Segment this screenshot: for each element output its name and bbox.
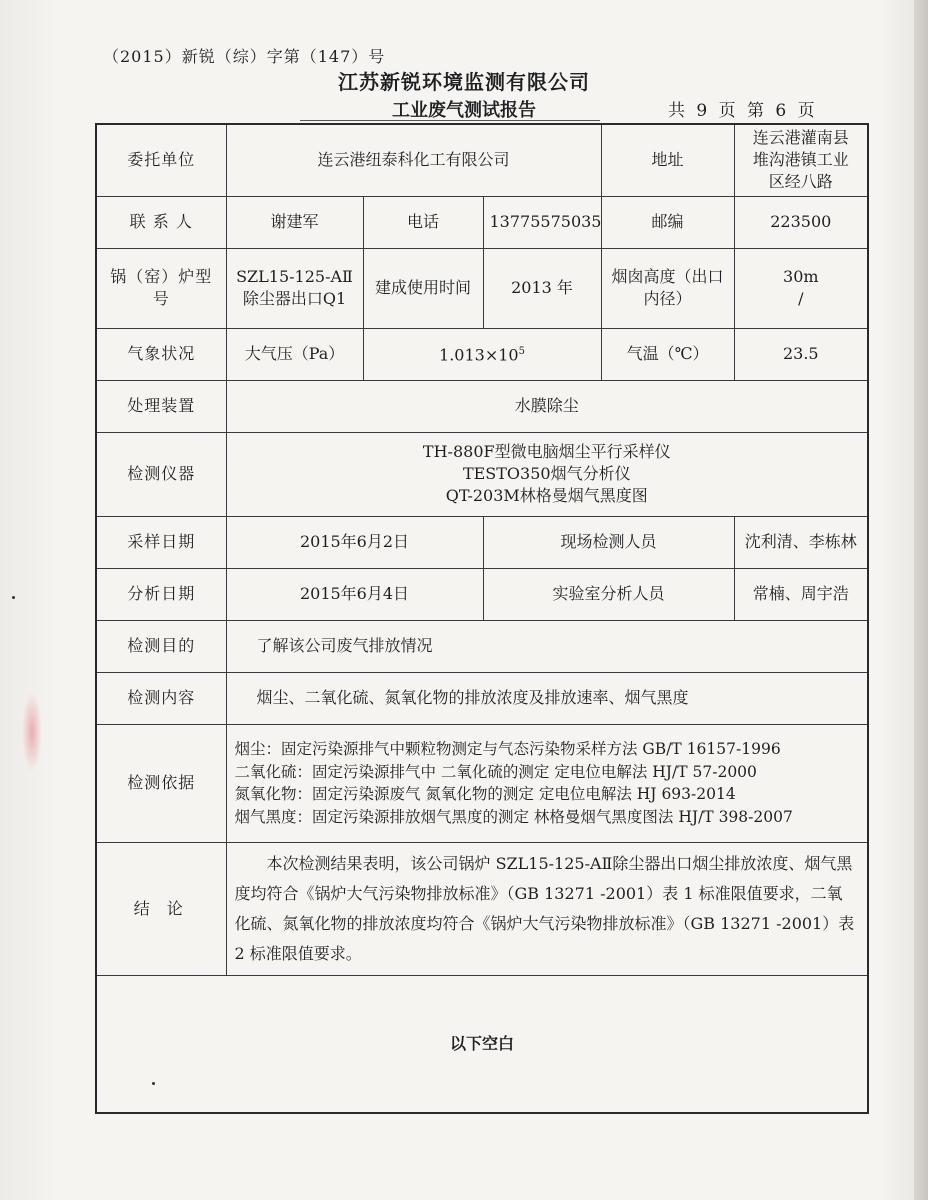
row-content (96, 672, 868, 724)
treatment-label: 处理装置 (96, 380, 226, 432)
lab-staff-value: 常楠、周宇浩 (734, 568, 868, 620)
basis-item: 二氧化硫：固定污染源排气中 二氧化硫的测定 定电位电解法 HJ/T 57-2000 (234, 762, 757, 781)
boiler-model-label: 锅（窑）炉型号 (96, 248, 226, 328)
postcode-label: 邮编 (601, 196, 734, 248)
row-conclusion (96, 842, 868, 975)
treatment-value: 水膜除尘 (226, 380, 868, 432)
chimney-height-label: 烟囱高度（出口内径） (601, 248, 734, 328)
content-label: 检测内容 (96, 672, 226, 724)
row-client (96, 124, 868, 196)
phone-value: 13775575035 (483, 196, 601, 248)
chimney-height-cell (734, 248, 868, 328)
chimney-diameter-value: / (798, 289, 804, 308)
company-name: 江苏新锐环境监测有限公司 (338, 70, 590, 94)
binding-edge (914, 0, 928, 1200)
weather-label: 气象状况 (96, 328, 226, 380)
client-value: 连云港纽泰科化工有限公司 (226, 124, 601, 196)
row-analysis (96, 568, 868, 620)
conclusion-label: 结 论 (96, 842, 226, 975)
temperature-value: 23.5 (734, 328, 868, 380)
basis-item: 氮氧化物：固定污染源废气 氮氧化物的测定 定电位电解法 HJ 693-2014 (234, 785, 736, 803)
temperature-label: 气温（℃） (601, 328, 734, 380)
row-instruments (96, 432, 868, 516)
row-boiler (96, 248, 868, 328)
contact-value: 谢建军 (226, 196, 363, 248)
instrument-item: TH-880F型微电脑烟尘平行采样仪 (422, 442, 671, 461)
basis-label: 检测依据 (96, 724, 226, 842)
built-time-value: 2013 年 (483, 248, 601, 328)
client-label: 委托单位 (96, 124, 226, 196)
content-value: 烟尘、二氧化硫、氮氧化物的排放浓度及排放速率、烟气黑度 (226, 672, 868, 724)
pressure-label: 大气压（Pa） (226, 328, 363, 380)
page-count: 共 9 页 第 6 页 (668, 101, 818, 121)
seal-stamp-edge (22, 692, 42, 772)
boiler-model-value: SZL15-125-AⅡ除尘器出口Q1 (226, 248, 363, 328)
row-contact (96, 196, 868, 248)
phone-label: 电话 (363, 196, 483, 248)
blank-note: 以下空白 (96, 975, 868, 1113)
sampling-date-label: 采样日期 (96, 516, 226, 568)
basis-item: 烟气黑度：固定污染源排放烟气黑度的测定 林格曼烟气黑度图法 HJ/T 398-2007 (234, 807, 793, 826)
chimney-height-value: 30m (783, 267, 819, 286)
instruments-label: 检测仪器 (96, 432, 226, 516)
contact-label: 联 系 人 (96, 196, 226, 248)
conclusion-text (226, 842, 868, 975)
address-value: 连云港灌南县堆沟港镇工业区经八路 (734, 124, 868, 196)
field-staff-value: 沈利清、李栋林 (734, 516, 868, 568)
pressure-exponent: 5 (518, 346, 525, 358)
sampling-date-value: 2015年6月2日 (226, 516, 483, 568)
pressure-value: 1.013×10 (439, 345, 519, 365)
instrument-item: QT-203M林格曼烟气黑度图 (445, 486, 648, 505)
row-treatment (96, 380, 868, 432)
row-purpose (96, 620, 868, 672)
purpose-value: 了解该公司废气排放情况 (226, 620, 868, 672)
address-label: 地址 (601, 124, 734, 196)
basis-item: 烟尘：固定污染源排气中颗粒物测定与气态污染物采样方法 GB/T 16157-1996 (234, 740, 781, 758)
field-staff-label: 现场检测人员 (483, 516, 734, 568)
report-reference-number: （2015）新锐（综）字第（147）号 (103, 47, 386, 66)
report-title: 工业废气测试报告 (392, 100, 536, 121)
basis-list (226, 724, 868, 842)
analysis-date-label: 分析日期 (96, 568, 226, 620)
report-table (95, 123, 869, 1114)
row-blank (96, 975, 868, 1113)
postcode-value: 223500 (734, 196, 868, 248)
row-weather (96, 328, 868, 380)
lab-staff-label: 实验室分析人员 (483, 568, 734, 620)
instrument-item: TESTO350烟气分析仪 (462, 464, 631, 483)
purpose-label: 检测目的 (96, 620, 226, 672)
row-basis (96, 724, 868, 842)
analysis-date-value: 2015年6月4日 (226, 568, 483, 620)
built-time-label: 建成使用时间 (363, 248, 483, 328)
conclusion-body: 本次检测结果表明，该公司锅炉 SZL15-125-AⅡ除尘器出口烟尘排放浓度、烟气黑度均符合《锅炉大气污染物排放标准》（GB 13271 -2001）表 1 标准限值要求，二氧化硫、氮氧化物的排放浓度均符合《锅炉大气污染物排放标准》（GB 13271 -2001）表 2 标准限值要求。 (234, 853, 855, 963)
instruments-list (226, 432, 868, 516)
scan-speck (12, 596, 15, 599)
row-sampling (96, 516, 868, 568)
pressure-cell (363, 328, 601, 380)
